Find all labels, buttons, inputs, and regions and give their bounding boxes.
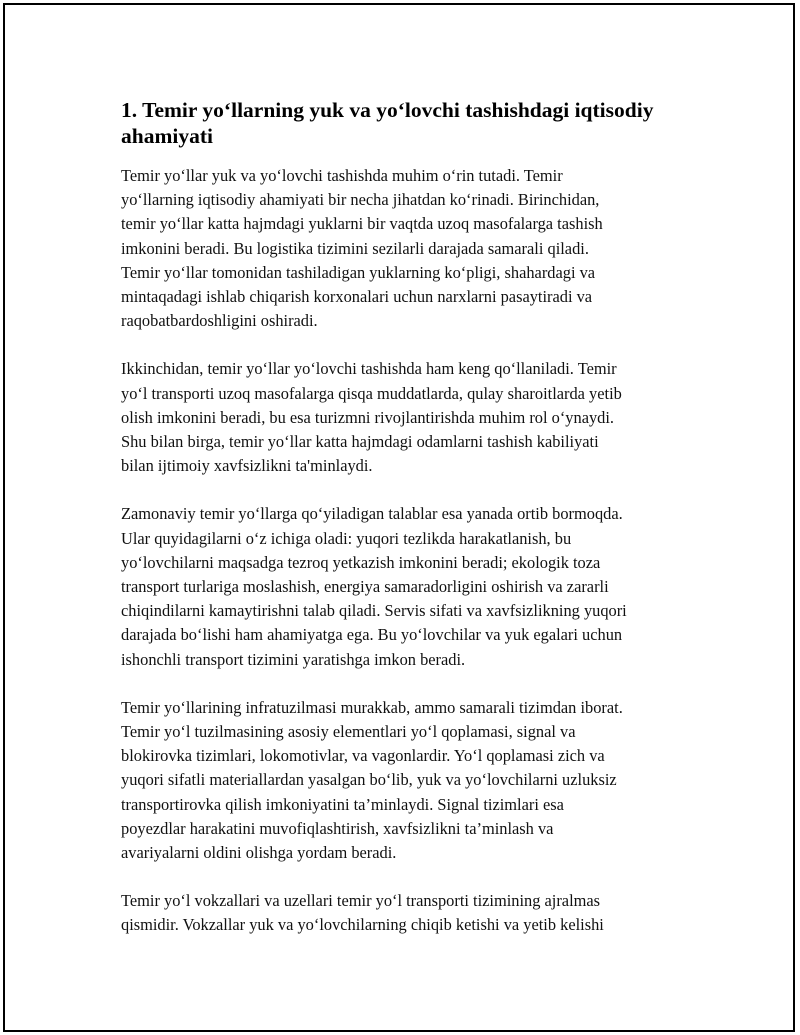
page-frame (3, 3, 795, 1032)
text-line: Temir yo‘llarining infratuzilmasi murakkab, ammo samarali tizimdan iborat. (121, 697, 623, 717)
text-line: Ular quyidagilarni o‘z ichiga oladi: yuqori tezlikda harakatlanish, bu (121, 528, 572, 548)
text-line: temir yo‘llar katta hajmdagi yuklarni bir vaqtda uzoq masofalarga tashish (121, 214, 603, 234)
text-line: blokirovka tizimlari, lokomotivlar, va vagonlardir. Yo‘l qoplamasi zich va (121, 746, 605, 766)
text-line: Temir yo‘llar tomonidan tashiladigan yuklarning ko‘pligi, shahardagi va (121, 262, 596, 282)
text-line: Temir yo‘l vokzallari va uzellari temir yo‘l transporti tizimining ajralmas (121, 891, 601, 911)
text-line: Ikkinchidan, temir yo‘llar yo‘lovchi tashishda ham keng qo‘llaniladi. Temir (121, 359, 617, 379)
text-line: transportirovka qilish imkoniyatini ta’minlaydi. Signal tizimlari esa (121, 794, 564, 814)
text-line: ishonchli transport tizimini yaratishga imkon beradi. (121, 649, 466, 669)
text-line: Shu bilan birga, temir yo‘llar katta hajmdagi odamlarni tashish kabiliyati (121, 432, 599, 452)
text-line: mintaqadagi ishlab chiqarish korxonalari uchun narxlarni pasaytiradi va (121, 287, 593, 307)
paragraph-3 (121, 502, 701, 671)
text-line: avariyalarni oldini olishga yordam beradi. (121, 843, 397, 863)
text-line: yo‘lovchilarni maqsadga tezroq yetkazish imkonini beradi; ekologik toza (121, 552, 601, 572)
paragraph-2 (121, 357, 701, 478)
text-line: imkonini beradi. Bu logistika tizimini sezilarli darajada samarali qiladi. (121, 238, 589, 258)
paragraph-4 (121, 696, 701, 865)
text-line: chiqindilarni kamaytirishni talab qiladi. Servis sifati va xavfsizlikning yuqori (121, 601, 627, 621)
text-line: raqobatbardoshligini oshiradi. (121, 311, 318, 331)
paragraph-5 (121, 889, 701, 937)
text-line: bilan ijtimoiy xavfsizlikni ta'minlaydi. (121, 456, 373, 476)
text-line: poyezdlar harakatini muvofiqlashtirish, xavfsizlikni ta’minlash va (121, 818, 554, 838)
text-line: darajada bo‘lishi ham ahamiyatga ega. Bu yo‘lovchilar va yuk egalari uchun (121, 625, 623, 645)
heading-line: ahamiyati (121, 124, 213, 148)
paragraph-1 (121, 164, 701, 333)
text-line: Zamonaviy temir yo‘llarga qo‘yiladigan talablar esa yanada ortib bormoqda. (121, 504, 623, 524)
heading-line: 1. Temir yo‘llarning yuk va yo‘lovchi tashishdagi iqtisodiy (121, 98, 654, 122)
text-line: yuqori sifatli materiallardan yasalgan bo‘lib, yuk va yo‘lovchilarni uzluksiz (121, 770, 617, 790)
text-line: Temir yo‘llar yuk va yo‘lovchi tashishda muhim o‘rin tutadi. Temir (121, 166, 563, 185)
text-line: Temir yo‘l tuzilmasining asosiy elementlari yo‘l qoplamasi, signal va (121, 722, 576, 742)
text-line: olish imkonini beradi, bu esa turizmni rivojlantirishda muhim rol o‘ynaydi. (121, 407, 615, 427)
section-heading (121, 97, 701, 149)
text-line: qismidir. Vokzallar yuk va yo‘lovchilarning chiqib ketishi va yetib kelishi (121, 915, 604, 935)
document-body (121, 97, 701, 962)
text-line: transport turlariga moslashish, energiya samaradorligini oshirish va zararli (121, 577, 609, 597)
text-line: yo‘llarning iqtisodiy ahamiyati bir necha jihatdan ko‘rinadi. Birinchidan, (121, 190, 600, 210)
text-line: yo‘l transporti uzoq masofalarga qisqa muddatlarda, qulay sharoitlarda yetib (121, 383, 622, 403)
